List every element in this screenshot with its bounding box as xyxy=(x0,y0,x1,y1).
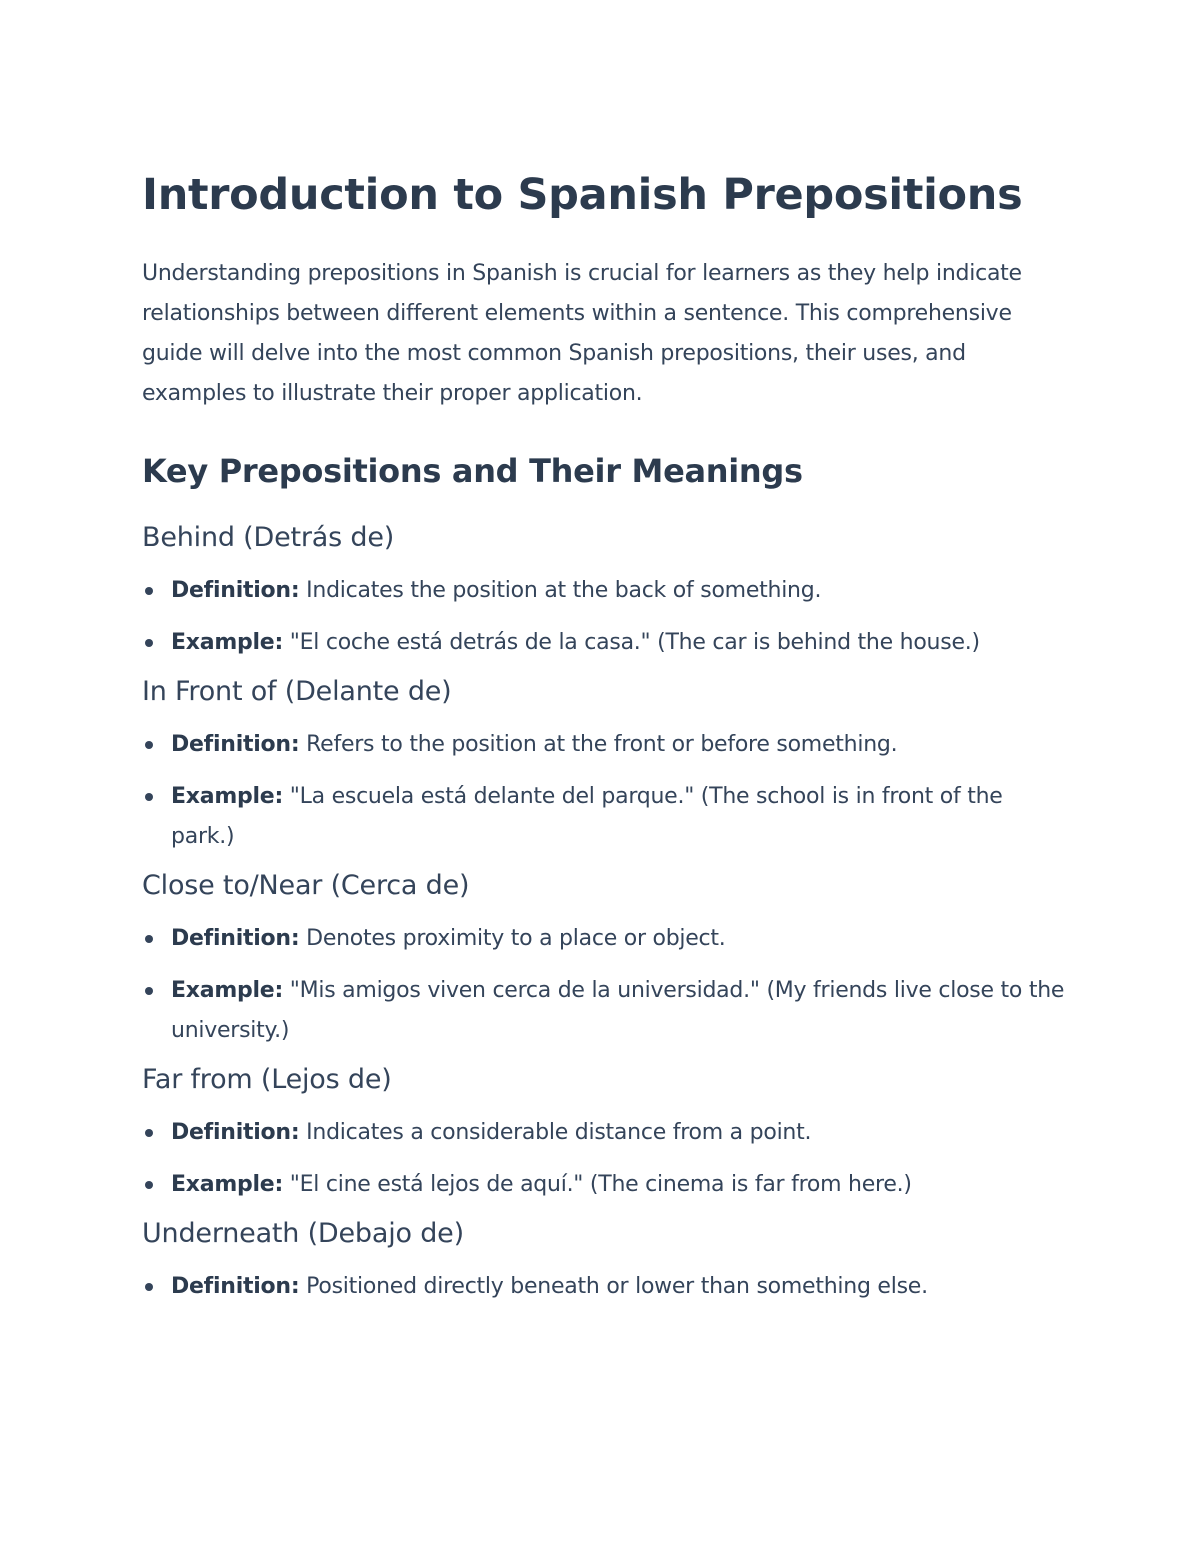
preposition-heading: Behind (Detrás de) xyxy=(142,522,395,553)
example-text: "La escuela está delante del parque." (The school is in front of the park.) xyxy=(171,784,1003,849)
example-text: "Mis amigos viven cerca de la universidad." (My friends live close to the university.) xyxy=(171,978,1065,1043)
definition-label: Definition: xyxy=(171,1120,300,1145)
definition-item xyxy=(142,571,1072,611)
definition-item xyxy=(142,1113,1072,1153)
bullet-icon xyxy=(145,741,153,749)
definition-label: Definition: xyxy=(171,926,300,951)
example-item xyxy=(142,777,1072,857)
preposition-section-underneath xyxy=(142,1214,1072,1307)
definition-text: Positioned directly beneath or lower than something else. xyxy=(299,1274,928,1299)
definition-item xyxy=(142,725,1072,765)
definition-label: Definition: xyxy=(171,732,300,757)
preposition-list xyxy=(142,1267,1072,1307)
definition-text: Denotes proximity to a place or object. xyxy=(299,926,726,951)
document-page xyxy=(142,166,1072,1307)
preposition-section-in-front-of xyxy=(142,672,1072,857)
definition-item xyxy=(142,919,1072,959)
bullet-icon xyxy=(145,587,153,595)
example-item xyxy=(142,1165,1072,1205)
definition-item xyxy=(142,1267,1072,1307)
example-label: Example: xyxy=(171,1172,283,1197)
page-title: Introduction to Spanish Prepositions xyxy=(142,170,1023,220)
example-text: "El coche está detrás de la casa." (The car is behind the house.) xyxy=(283,630,980,655)
definition-text: Indicates a considerable distance from a point. xyxy=(299,1120,812,1145)
preposition-heading: Close to/Near (Cerca de) xyxy=(142,870,470,901)
preposition-heading: Far from (Lejos de) xyxy=(142,1064,392,1095)
bullet-icon xyxy=(145,1129,153,1137)
intro-paragraph: Understanding prepositions in Spanish is crucial for learners as they help indicate relationships between different elements within a sentence. This comprehensive guide will delve into the most common Spanish prepositions, their uses, and examples to illustrate their proper application. xyxy=(142,261,1022,406)
definition-label: Definition: xyxy=(171,578,300,603)
bullet-icon xyxy=(145,793,153,801)
example-item xyxy=(142,971,1072,1051)
example-text: "El cine está lejos de aquí." (The cinema is far from here.) xyxy=(283,1172,912,1197)
definition-text: Indicates the position at the back of something. xyxy=(299,578,822,603)
bullet-icon xyxy=(145,935,153,943)
definition-label: Definition: xyxy=(171,1274,300,1299)
preposition-section-close-to xyxy=(142,866,1072,1051)
preposition-list xyxy=(142,725,1072,857)
bullet-icon xyxy=(145,1283,153,1291)
preposition-section-far-from xyxy=(142,1060,1072,1205)
example-item xyxy=(142,623,1072,663)
bullet-icon xyxy=(145,987,153,995)
definition-text: Refers to the position at the front or before something. xyxy=(299,732,898,757)
preposition-list xyxy=(142,919,1072,1051)
preposition-list xyxy=(142,571,1072,663)
bullet-icon xyxy=(145,639,153,647)
section-heading: Key Prepositions and Their Meanings xyxy=(142,452,803,490)
example-label: Example: xyxy=(171,630,283,655)
preposition-section-behind xyxy=(142,518,1072,663)
bullet-icon xyxy=(145,1181,153,1189)
preposition-heading: In Front of (Delante de) xyxy=(142,676,452,707)
example-label: Example: xyxy=(171,978,283,1003)
example-label: Example: xyxy=(171,784,283,809)
preposition-list xyxy=(142,1113,1072,1205)
preposition-heading: Underneath (Debajo de) xyxy=(142,1218,464,1249)
